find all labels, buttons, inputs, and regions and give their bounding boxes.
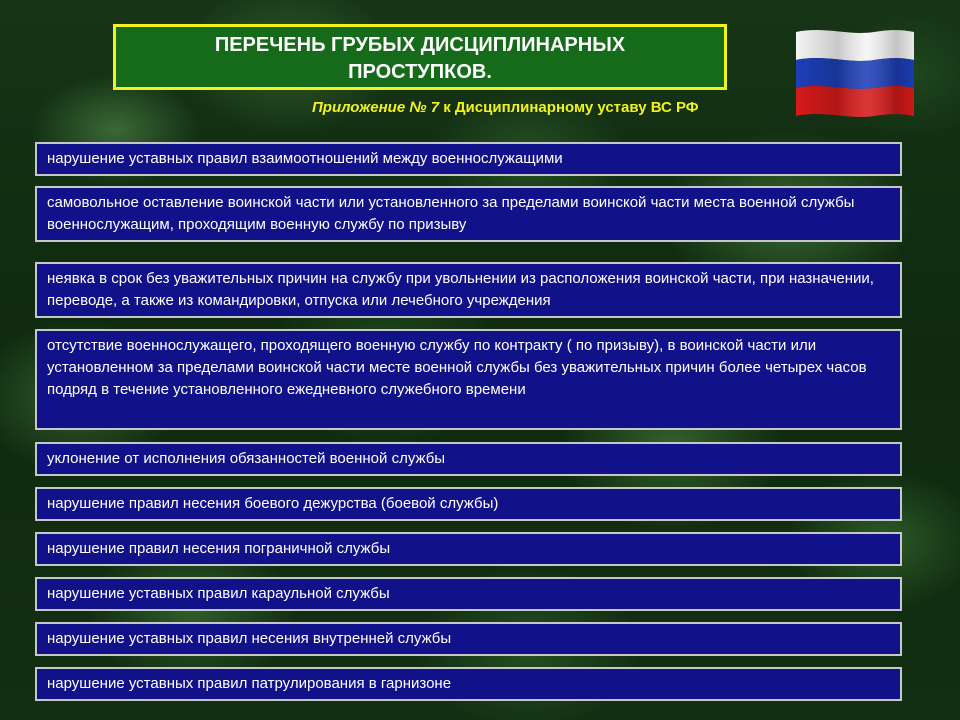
page-title-line-2: ПРОСТУПКОВ. — [348, 61, 492, 83]
offense-item-5: уклонение от исполнения обязанностей военной службы — [35, 442, 902, 476]
offense-item-4: отсутствие военнослужащего, проходящего военную службу по контракту ( по призыву), в воинской части или установленном за пределами воинской части месте военной службы без уважительных причин более четырех часов подряд в течение установленного ежедневного служебного времени — [35, 329, 902, 430]
offense-item-1: нарушение уставных правил взаимоотношений между военнослужащими — [35, 142, 902, 176]
offense-item-9: нарушение уставных правил несения внутренней службы — [35, 622, 902, 656]
offense-item-3: неявка в срок без уважительных причин на службу при увольнении из расположения воинской части, при назначении, переводе, а также из командировки, отпуска или лечебного учреждения — [35, 262, 902, 318]
offense-item-7: нарушение правил несения пограничной службы — [35, 532, 902, 566]
offense-item-10: нарушение уставных правил патрулирования в гарнизоне — [35, 667, 902, 701]
offense-item-2: самовольное оставление воинской части или установленного за пределами воинской части места военной службы военнослужащим, проходящим военную службу по призыву — [35, 186, 902, 242]
page-title-line-1: ПЕРЕЧЕНЬ ГРУБЫХ ДИСЦИПЛИНАРНЫХ — [214, 34, 626, 56]
offense-item-8: нарушение уставных правил караульной службы — [35, 577, 902, 611]
offense-item-6: нарушение правил несения боевого дежурства (боевой службы) — [35, 487, 902, 521]
subtitle-regulation: к Дисциплинарному уставу ВС РФ — [439, 99, 699, 116]
subtitle-appendix-number: Приложение № 7 — [312, 99, 440, 116]
